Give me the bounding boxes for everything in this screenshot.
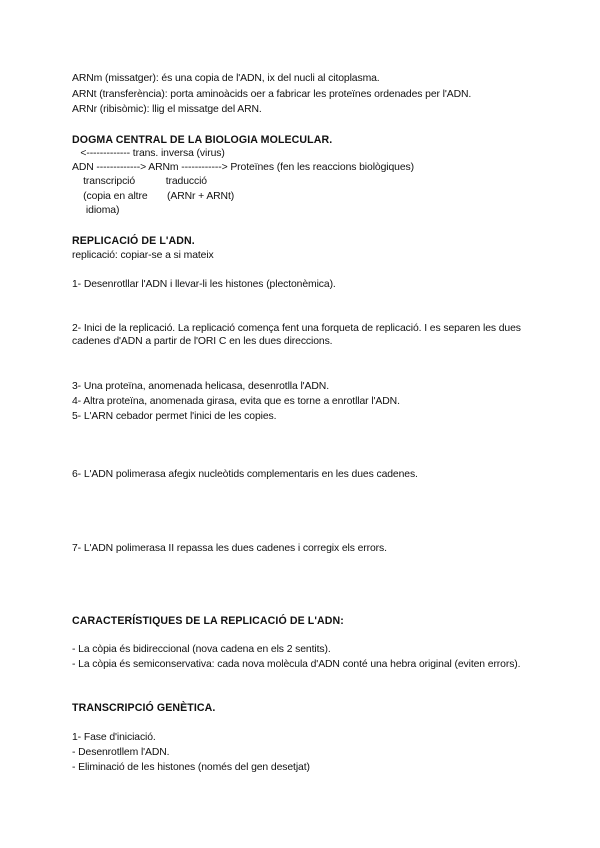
replicacio-step-1: 1- Desenrotllar l'ADN i llevar-li les histones (plectonèmica). bbox=[72, 279, 336, 290]
replicacio-subtitle: replicació: copiar-se a si mateix bbox=[72, 250, 214, 261]
dogma-line: (copia en altre (ARNr + ARNt) bbox=[72, 191, 235, 202]
transcripcio-line: 1- Fase d'iniciació. bbox=[72, 732, 156, 743]
dogma-line: idioma) bbox=[72, 205, 120, 216]
replicacio-step-3: 3- Una proteïna, anomenada helicasa, desenrotlla l'ADN. bbox=[72, 381, 329, 392]
replicacio-step-5: 5- L'ARN cebador permet l'inici de les copies. bbox=[72, 411, 277, 422]
dogma-line: <------------- trans. inversa (virus) bbox=[72, 148, 225, 159]
replicacio-step-6: 6- L'ADN polimerasa afegix nucleòtids complementaris en les dues cadenes. bbox=[72, 469, 418, 480]
caracteristiques-item: - La còpia és bidireccional (nova cadena en els 2 sentits). bbox=[72, 644, 331, 655]
replicacio-step-4: 4- Altra proteïna, anomenada girasa, evita que es torne a enrotllar l'ADN. bbox=[72, 396, 400, 407]
dogma-line: ADN -------------> ARNm ------------> Proteïnes (fen les reaccions biològiques) bbox=[72, 162, 414, 173]
replicacio-step-7: 7- L'ADN polimerasa II repassa les dues cadenes i corregix els errors. bbox=[72, 543, 387, 554]
replicacio-step-2: 2- Inici de la replicació. La replicació comença fent una forqueta de replicació. I es separen les dues cadenes d'ADN a partir de l'ORI C en les dues direccions. bbox=[72, 323, 521, 347]
text-line-arnr: ARNr (ribisòmic): llig el missatge del ARN. bbox=[72, 104, 262, 115]
text-line-arnm: ARNm (missatger): és una copia de l'ADN, ix del nucli al citoplasma. bbox=[72, 73, 380, 84]
section-heading-caracteristiques: CARACTERÍSTIQUES DE LA REPLICACIÓ DE L'ADN: bbox=[72, 615, 344, 627]
transcripcio-line: - Desenrotllem l'ADN. bbox=[72, 747, 170, 758]
section-heading-transcripcio: TRANSCRIPCIÓ GENÈTICA. bbox=[72, 702, 216, 714]
caracteristiques-item: - La còpia és semiconservativa: cada nova molècula d'ADN conté una hebra original (eviten errors). bbox=[72, 659, 521, 670]
section-heading-dogma: DOGMA CENTRAL DE LA BIOLOGIA MOLECULAR. bbox=[72, 134, 333, 146]
dogma-line: transcripció traducció bbox=[72, 176, 207, 187]
transcripcio-line: - Eliminació de les histones (només del gen desetjat) bbox=[72, 762, 310, 773]
text-line-arnt: ARNt (transferència): porta aminoàcids oer a fabricar les proteïnes ordenades per l'ADN. bbox=[72, 89, 472, 100]
section-heading-replicacio: REPLICACIÓ DE L'ADN. bbox=[72, 235, 195, 247]
